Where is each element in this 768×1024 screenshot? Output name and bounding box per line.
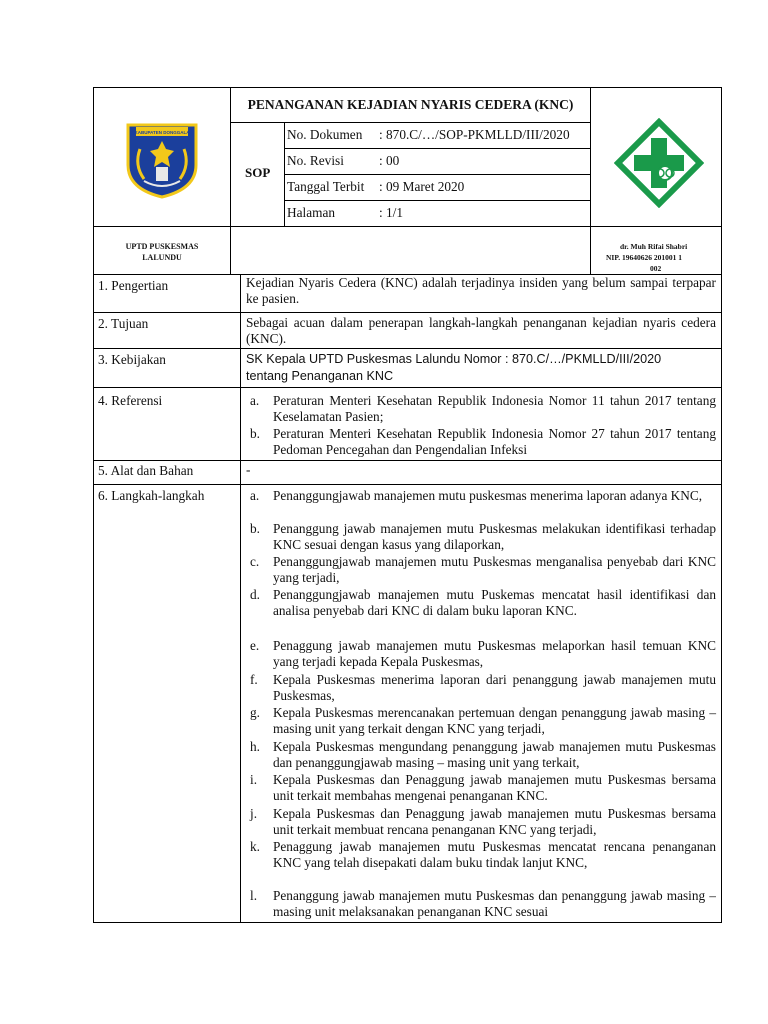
sop-label: SOP xyxy=(245,165,271,180)
field-value-no-revisi: : 00 xyxy=(379,153,400,168)
referensi-key: b. xyxy=(250,426,260,441)
langkah-text: Penanggungjawab manajemen mutu puskesmas menerima laporan adanya KNC, xyxy=(273,488,703,503)
table-border-right xyxy=(721,87,722,923)
langkah-key: g. xyxy=(250,705,260,720)
regency-logo xyxy=(122,119,202,199)
table-border-bottom xyxy=(93,922,722,923)
section-label-pengertian: 1. Pengertian xyxy=(98,278,169,293)
section-text-kebijakan-line2: tentang Penanganan KNC xyxy=(246,369,394,383)
referensi-item xyxy=(250,426,720,458)
field-label-no-revisi: No. Revisi xyxy=(287,153,344,168)
langkah-key: j. xyxy=(250,806,258,821)
langkah-text: Penanggungjawab manajemen mutu Puskemas mencatat hasil identifikasi dan analisa penyebab dari KNC di dalam buku laporan KNC. xyxy=(273,587,716,618)
sop-title: PENANGANAN KEJADIAN NYARIS CEDERA (KNC) xyxy=(247,97,574,112)
langkah-text: Kepala Puskesmas dan Penaggung jawab manajemen mutu Puskesmas bersama unit terkait membahas mengenai penanganan KNC. xyxy=(273,772,716,803)
langkah-key: k. xyxy=(250,839,260,854)
langkah-text: Kepala Puskesmas dan Penaggung jawab manajemen mutu Puskesmas bersama unit terkait membuat rencana penanganan KNC yang terjadi, xyxy=(273,806,716,837)
section-text-pengertian: Kejadian Nyaris Cedera (KNC) adalah terjadinya insiden yang belum sampai terpapar ke pasien. xyxy=(246,275,716,306)
langkah-text: Penanggung jawab manajemen mutu Puskesmas dan penanggung jawab masing – masing unit melaksanakan penanganan KNC sesuai xyxy=(273,888,716,919)
regency-logo-text: KABUPATEN DONGGALA xyxy=(134,130,190,135)
section-label-referensi: 4. Referensi xyxy=(98,393,163,408)
field-value-tanggal-terbit: : 09 Maret 2020 xyxy=(379,179,465,194)
langkah-text: Penaggung jawab manajemen mutu Puskesmas melaporkan hasil temuan KNC yang terjadi kepada Kepala Puskesmas, xyxy=(273,638,716,669)
referensi-key: a. xyxy=(250,393,260,408)
langkah-key: e. xyxy=(250,638,260,653)
langkah-text: Penanggungjawab manajemen mutu Puskesmas menganalisa penyebab dari KNC yang terjadi, xyxy=(273,554,716,585)
signer-nip-line2: 002 xyxy=(650,264,662,273)
field-value-halaman: : 1/1 xyxy=(379,205,404,220)
signer-nip-line1: NIP. 19640626 201001 1 xyxy=(606,253,682,262)
section-text-kebijakan-line1: SK Kepala UPTD Puskesmas Lalundu Nomor : 870.C/…/PKMLLD/III/2020 xyxy=(246,352,662,366)
field-label-no-dokumen: No. Dokumen xyxy=(287,127,363,142)
langkah-key: h. xyxy=(250,739,260,754)
referensi-text: Peraturan Menteri Kesehatan Republik Indonesia Nomor 27 tahun 2017 tentang Pedoman Pencegahan dan Pengendalian Infeksi xyxy=(273,426,716,457)
section-label-langkah: 6. Langkah-langkah xyxy=(98,488,205,503)
langkah-key: a. xyxy=(250,488,260,503)
section-text-alat: - xyxy=(246,462,251,477)
section-label-tujuan: 2. Tujuan xyxy=(98,316,149,331)
org-name-line2: LALUNDU xyxy=(142,253,182,262)
langkah-text: Penaggung jawab manajemen mutu Puskesmas mencatat rencana penanganan KNC yang telah disepakati dalam buku tindak lanjut KNC, xyxy=(273,839,716,870)
langkah-text: Kepala Puskesmas merencanakan pertemuan dengan penanggung jawab masing – masing unit yang terkait dengan KNC yang terjadi, xyxy=(273,705,716,736)
langkah-key: i. xyxy=(250,772,258,787)
field-value-no-dokumen: : 870.C/…/SOP-PKMLLD/III/2020 xyxy=(379,127,570,142)
field-label-tanggal-terbit: Tanggal Terbit xyxy=(287,179,365,194)
langkah-key: l. xyxy=(250,888,258,903)
langkah-key: d. xyxy=(250,587,260,602)
signer-name: dr. Muh Rifai Shabri xyxy=(620,242,688,251)
langkah-text: Penanggung jawab manajemen mutu Puskesmas melakukan identifikasi terhadap KNC sesuai dengan kasus yang dilaporkan, xyxy=(273,521,716,552)
langkah-text: Kepala Puskesmas mengundang penanggung jawab manajemen mutu Puskesmas dan penanggungjawab masing – masing unit yang terkait, xyxy=(273,739,716,770)
referensi-item xyxy=(250,393,720,425)
table-border-top xyxy=(93,87,722,88)
section-label-alat: 5. Alat dan Bahan xyxy=(98,463,194,478)
langkah-text: Kepala Puskesmas menerima laporan dari penanggung jawab manajemen mutu Puskesmas, xyxy=(273,672,716,703)
field-label-halaman: Halaman xyxy=(287,205,335,220)
table-border-left xyxy=(93,87,94,923)
langkah-key: c. xyxy=(250,554,260,569)
puskesmas-logo xyxy=(614,118,704,208)
langkah-key: f. xyxy=(250,672,258,687)
org-name-line1: UPTD PUSKESMAS xyxy=(125,242,199,251)
langkah-key: b. xyxy=(250,521,260,536)
section-text-tujuan: Sebagai acuan dalam penerapan langkah-langkah penanganan kejadian nyaris cedera (KNC). xyxy=(246,315,716,346)
section-label-kebijakan: 3. Kebijakan xyxy=(98,352,166,367)
referensi-text: Peraturan Menteri Kesehatan Republik Indonesia Nomor 11 tahun 2017 tentang Keselamatan Pasien; xyxy=(273,393,716,424)
